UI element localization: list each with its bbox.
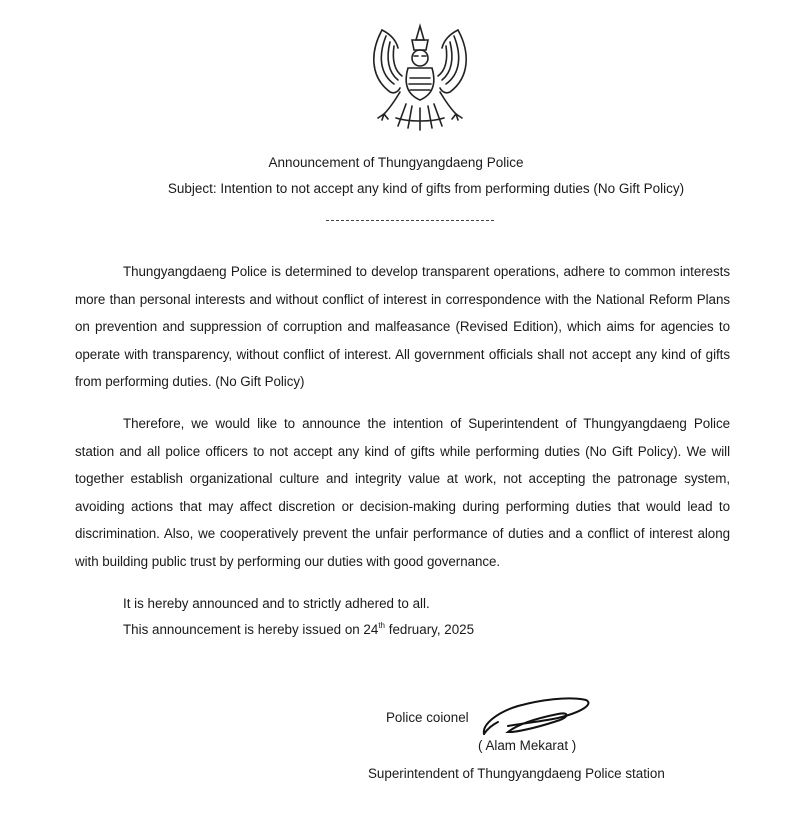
- paragraph-text: Therefore, we would like to announce the intention of Superintendent of Thungyangdaeng Police station and all police officers to not accept any kind of gifts while performing duties (No Gift Policy). We will together establish organizational culture and integrity value at work, not accepting the patronage system, avoiding actions that may affect discretion or decision-making during performing duties that would lead to discrimination. Also, we cooperatively prevent the unfair performance of duties and a conflict of interest along with building public trust by performing our duties with good governance.: [75, 416, 730, 569]
- announcement-subject: Subject: Intention to not accept any kind of gifts from performing duties (No Gift Policy): [167, 181, 685, 196]
- closing-statement: It is hereby announced and to strictly adhered to all.: [123, 596, 430, 611]
- announcement-title: Announcement of Thungyangdaeng Police: [268, 155, 524, 170]
- signatory-rank: Police coionel: [386, 710, 469, 725]
- signatory-name: ( Alam Mekarat ): [478, 738, 577, 753]
- issue-date-prefix: This announcement is hereby issued on 24: [123, 622, 379, 637]
- separator-line: [326, 220, 494, 221]
- issue-date-ordinal: th: [378, 621, 385, 630]
- paragraph-announcement: [75, 410, 730, 576]
- issue-date-suffix: fedruary, 2025: [385, 622, 475, 637]
- paragraph-text: Thungyangdaeng Police is determined to develop transparent operations, adhere to common interests more than personal interests and without conflict of interest in correspondence with the National Reform Plans on prevention and suppression of corruption and malfeasance (Revised Edition), which aims for agencies to operate with transparency, without conflict of interest. All government officials shall not accept any kind of gifts from performing duties. (No Gift Policy): [75, 264, 730, 390]
- issue-date-line: [123, 622, 474, 637]
- signatory-position: Superintendent of Thungyangdaeng Police station: [368, 766, 665, 781]
- handwritten-signature-icon: [478, 694, 594, 738]
- paragraph-intro: [75, 258, 730, 396]
- garuda-emblem-icon: [360, 22, 480, 134]
